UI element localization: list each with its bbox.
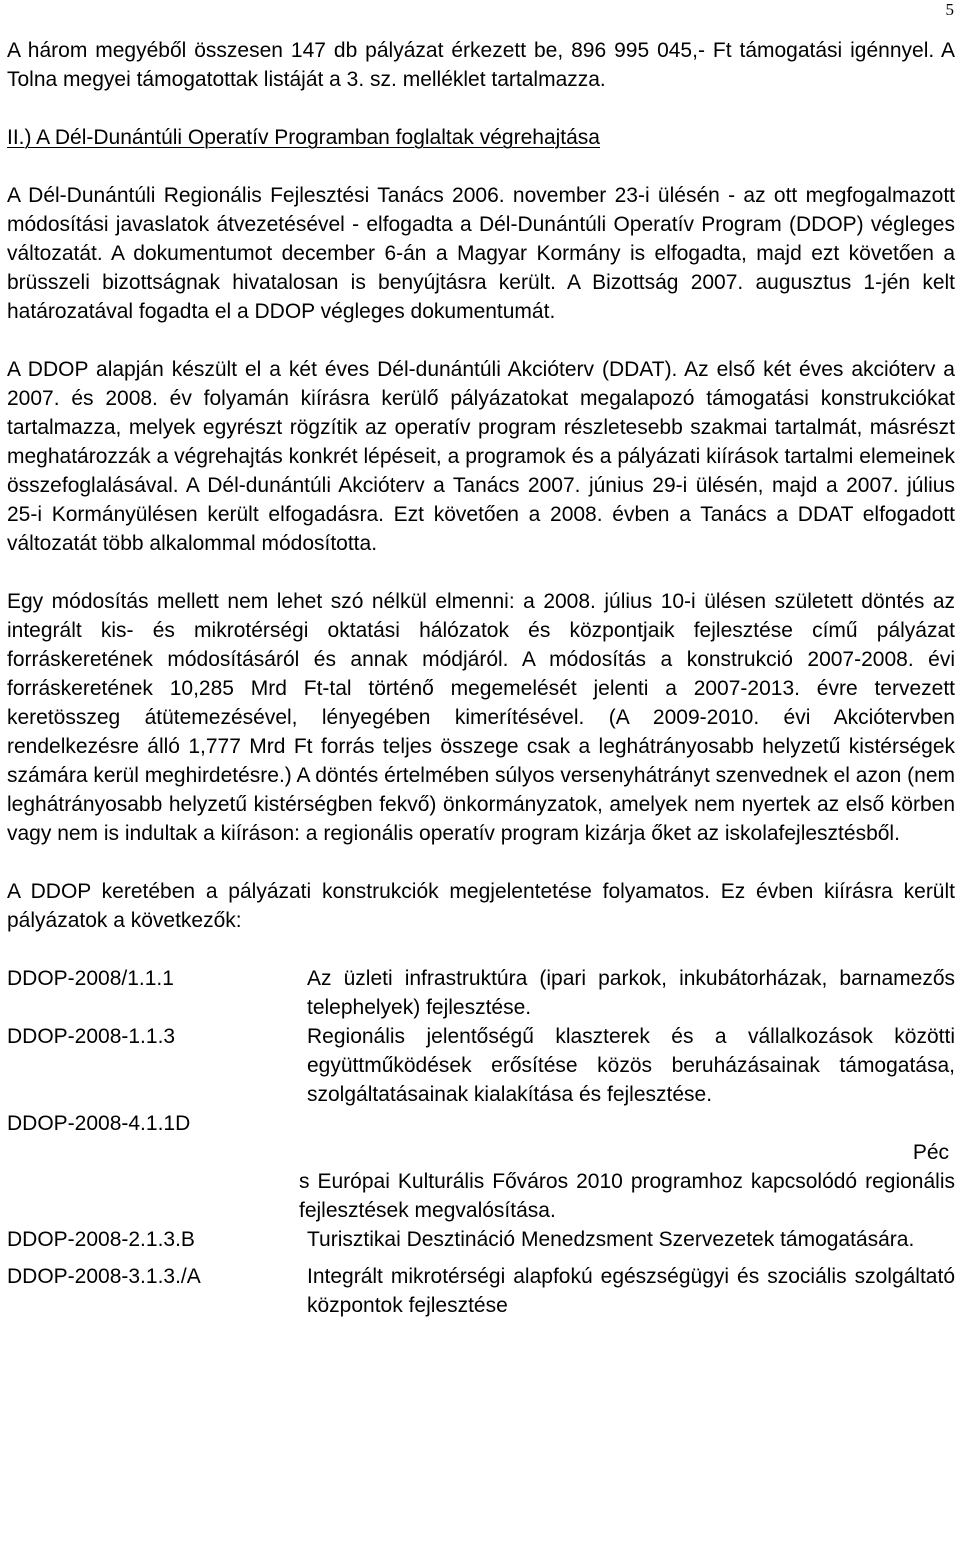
page-number: 5 [945,0,954,19]
paragraph-calls-intro: A DDOP keretében a pályázati konstrukciók megjelentetése folyamatos. Ez évben kiírásra került pályázatok a következők: [7,880,955,932]
program-row [7,1022,955,1109]
program-code: DDOP-2008/1.1.1 [7,967,174,990]
program-row [7,1109,955,1225]
program-code: DDOP-2008-4.1.1D [7,1112,191,1135]
document-body [7,36,955,1320]
section-heading: II.) A Dél-Dunántúli Operatív Programban foglaltak végrehajtása [7,126,600,149]
program-code: DDOP-2008-3.1.3./A [7,1265,201,1288]
program-description: Turisztikai Desztináció Menedzsment Szervezetek támogatására. [307,1228,915,1251]
program-description: Regionális jelentőségű klaszterek és a vállalkozások közötti együttműködések erősítése közös beruházásainak támogatása, szolgáltatásainak kialakítása és fejlesztése. [307,1025,955,1106]
program-code: DDOP-2008-2.1.3.B [7,1228,195,1251]
program-description: Integrált mikrotérségi alapfokú egészségügyi és szociális szolgáltató központok fejlesztése [307,1265,955,1317]
program-row [7,964,955,1022]
program-description: Az üzleti infrastruktúra (ipari parkok, inkubátorházak, barnamezős telephelyek) fejlesztése. [307,967,955,1019]
paragraph-ddop-adoption: A Dél-Dunántúli Regionális Fejlesztési Tanács 2006. november 23-i ülésén - az ott megfogalmazott módosítási javaslatok átvezetésével - elfogadta a Dél-Dunántúli Operatív Program (DDOP) végleges változatát. A dokumentumot december 6-án a Magyar Kormány is elfogadta, majd ezt követően a brüsszeli bizottságnak hivatalosan is benyújtásra került. A Bizottság 2007. augusztus 1-jén kelt határozatával fogadta el a DDOP végleges dokumentumát. [7,184,955,323]
program-list [7,964,955,1320]
program-description: s Európai Kulturális Főváros 2010 programhoz kapcsolódó regionális fejlesztések megvalósítása. [299,1170,955,1222]
paragraph-action-plan: A DDOP alapján készült el a két éves Dél-dunántúli Akcióterv (DDAT). Az első két éves akcióterv a 2007. és 2008. év folyamán kiírásra kerülő pályázatokat megalapozó támogatási konstrukciókat tartalmazza, melyek egyrészt rögzítik az operatív program részletesebb szakmai tartalmát, másrészt meghatározzák a végrehajtás konkrét lépéseit, a programok és a pályázati kiírások tartalmi elemeinek összefoglalásával. A Dél-dunántúli Akcióterv a Tanács 2007. június 29-i ülésén, majd a 2007. július 25-i Kormányülésen került elfogadásra. Ezt követően a 2008. évben a Tanács a DDAT elfogadott változatát több alkalommal módosította. [7,358,955,555]
program-row [7,1262,955,1320]
program-description-block [299,1109,955,1225]
paragraph-submissions: A három megyéből összesen 147 db pályázat érkezett be, 896 995 045,- Ft támogatási igénnyel. A Tolna megyei támogatottak listáját a 3. sz. melléklet tartalmazza. [7,39,955,91]
paragraph-modification: Egy módosítás mellett nem lehet szó nélkül elmenni: a 2008. július 10-i ülésen született döntés az integrált kis- és mikrotérségi oktatási hálózatok és központjaik fejlesztése című pályázat forráskeretének módosításáról és annak módjáról. A módosítás a konstrukció 2007-2008. évi forráskeretének 10,285 Mrd Ft-tal történő megemelését jelenti a 2007-2013. évre tervezett keretösszeg átütemezésével, lényegében kimerítésével. (A 2009-2010. évi Akciótervben rendelkezésre álló 1,777 Mrd Ft forrás teljes összege csak a leghátrányosabb helyzetű kistérségek számára kerül meghirdetésre.) A döntés értelmében súlyos versenyhátrányt szenvednek el azon (nem leghátrányosabb helyzetű kistérségben fekvő) önkormányzatok, amelyek nem nyertek az első körben vagy nem is indultak a kiíráson: a regionális operatív program kizárja őket az iskolafejlesztésből. [7,590,955,845]
program-description-fragment: Péc [912,1141,949,1164]
program-code: DDOP-2008-1.1.3 [7,1025,176,1048]
program-row [7,1225,955,1254]
